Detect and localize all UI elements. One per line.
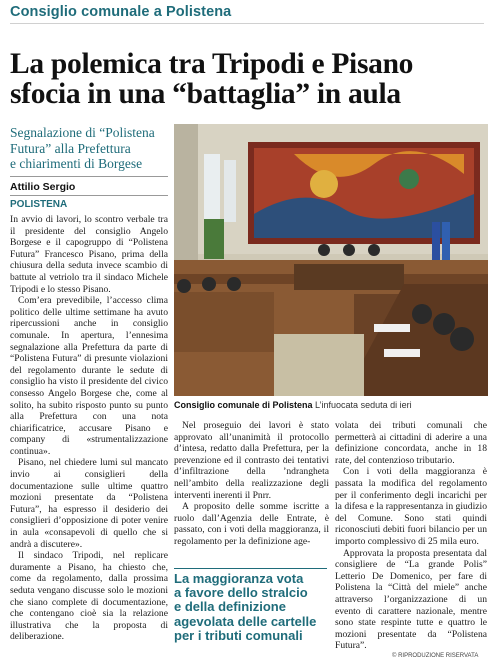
pull-quote-line: per i tributi comunali — [174, 627, 303, 643]
headline — [10, 49, 486, 109]
pull-quote-line: e della definizione — [174, 599, 286, 615]
article-column-1 — [10, 214, 168, 643]
subhead-line: e chiarimenti di Borgese — [10, 156, 143, 171]
paragraph: Il sindaco Tripodi, nel replicare duramente a Pisano, ha chiesto che, come da regolamento, dalla prossima seduta vengano discusse solo le mozioni che siano complete di documentazione, che contengano cioè sia la relazione illustrativa che la proposta di deliberazione. — [10, 550, 168, 643]
pull-quote-line: La maggioranza vota — [174, 571, 304, 586]
headline-line: La polemica tra Tripodi e Pisano — [10, 48, 414, 80]
subhead-line: Futura” alla Prefettura — [10, 140, 131, 156]
divider — [10, 195, 168, 196]
paragraph: Pisano, nel chiedere lumi sul mancato invio ai consiglieri della documentazione sulle ultime quattro mozioni presentate da “Polistena Futura”, ha espresso il desiderio dei consiglieri d’opposizione di poter venire in aula «consapevoli di quello che si andrà a discutere». — [10, 457, 168, 550]
article-column-2 — [174, 420, 329, 548]
subhead-line: Segnalazione di “Polistena — [10, 125, 155, 140]
headline-line: sfocia in una “battaglia” in aula — [10, 78, 401, 110]
caption-text: L’infuocata seduta di ieri — [312, 400, 412, 410]
author-byline: Attilio Sergio — [10, 181, 76, 193]
caption-title: Consiglio comunale di Polistena — [174, 400, 313, 410]
article-column-3 — [335, 420, 487, 652]
pull-quote-line: agevolata delle cartelle — [174, 613, 317, 629]
dateline-place: POLISTENA — [10, 199, 68, 210]
divider — [10, 23, 484, 24]
paragraph: In avvio di lavori, lo scontro verbale tra il presidente del consiglio Angelo Borgese e il capogruppo di “Polistena Futura” Francesco Pisano, prima della chiusura della seduta invece scambio di battute al vetriolo tra il sindaco Michele Tripodi e lo stesso Pisano. — [10, 214, 168, 295]
photo-caption — [174, 400, 488, 410]
paragraph: A proposito delle somme iscritte a ruolo dall’Agenzia delle Entrate, è passato, con i voti della maggioranza, il regolamento per la definizione age- — [174, 501, 329, 547]
pull-quote-line: a favore dello stralcio — [174, 585, 308, 601]
divider — [10, 176, 168, 177]
kicker: Consiglio comunale a Polistena — [10, 4, 232, 20]
paragraph: Approvata la proposta presentata dal consigliere de “La grande Polis” Letterio De Domenico, per fare di Polistena la “Città del miele” anche attraverso l’organizzazione di un evento di carattere nazionale, mentre sono state respinte tutte e quattro le mozioni presentate da “Polistena Futura”. — [335, 547, 487, 652]
council-chamber-photo — [174, 124, 488, 396]
subhead — [10, 125, 168, 172]
copyright-notice: © RIPRODUZIONE RISERVATA — [392, 653, 479, 659]
paragraph: Nel proseguio dei lavori è stato approvato all’unanimità il protocollo d’intesa, redatto dalla Prefettura, per la prevenzione ed il contrasto dei tentativi d’infiltrazione della ’ndrangheta nell’ambito della realizzazione degli interventi inerenti il Pnrr. — [174, 420, 329, 501]
pull-quote — [174, 572, 327, 643]
paragraph: volata dei tributi comunali che permetterà ai cittadini di aderire a una definizione concordata, anche in 18 rate, del contenzioso tributario. — [335, 420, 487, 466]
paragraph: Com’era prevedibile, l’accesso clima politico delle ultime settimane ha avuto ripercussioni anche in consiglio comunale. In apertura, l’ennesima segnalazione alla Prefettura da parte di “Polistena Futura” di presunte violazioni del regolamento durante le sedute di consiglio ha visto il presidente del civico consesso Angelo Borgese che, come al solito, ha subito risposto punto su punto alla Prefettura con una nota chiarificatrice, accusare Pisano e company di «strumentalizzazione continua». — [10, 295, 168, 457]
paragraph: Con i voti della maggioranza è passata la modifica del regolamento per il conferimento degli incarichi per la difesa e la rappresentanza in giudizio del Comune. Sono stati quindi riconosciuti debiti fuori bilancio per un importo complessivo di 25 mila euro. — [335, 466, 487, 547]
divider — [174, 568, 327, 569]
